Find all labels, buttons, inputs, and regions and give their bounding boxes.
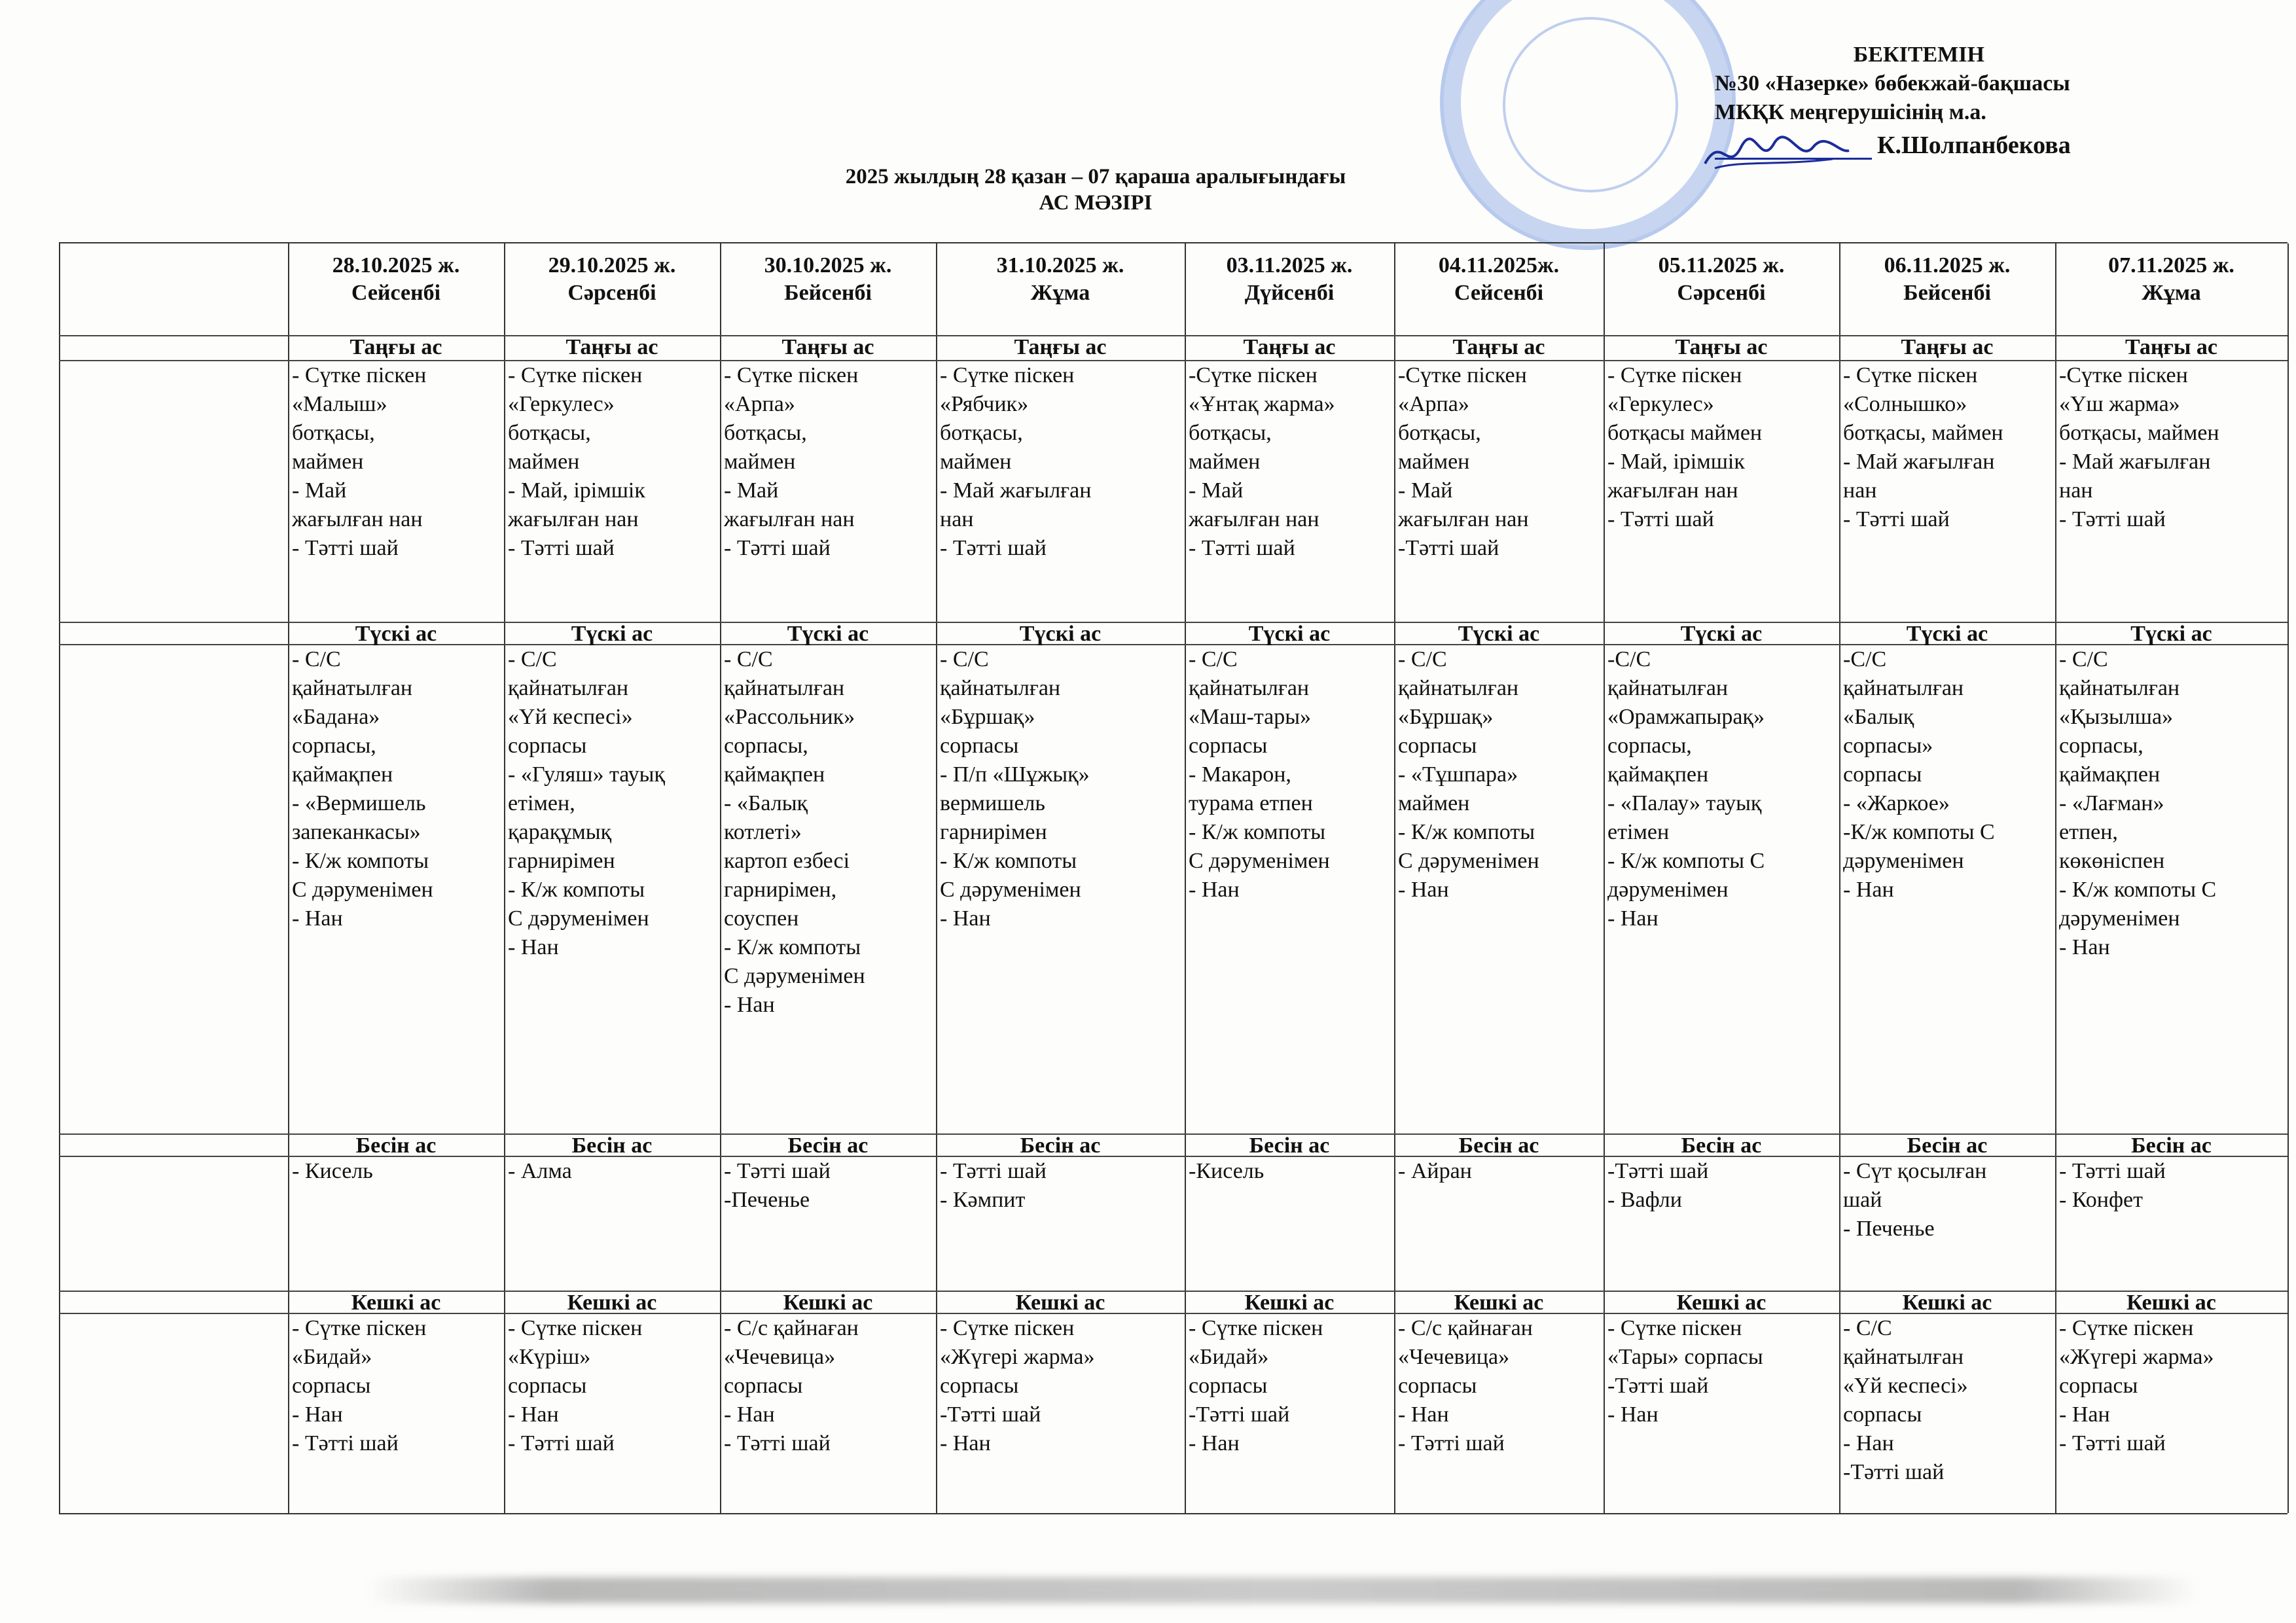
meal-label: Кешкі ас bbox=[1015, 1291, 1105, 1315]
meal-label: Бесін ас bbox=[355, 1133, 437, 1158]
menu-item: -С/С қайнатылған «Балық сорпасы» сорпасы - «Жаркое» -К/ж компоты С дәруменімен - Нан bbox=[1843, 647, 1995, 902]
approval-org: №30 «Назерке» бөбекжай-бақшасы bbox=[1715, 71, 2070, 96]
day-header-date: 29.10.2025 ж. bbox=[548, 253, 676, 277]
menu-item: - С/С қайнатылған «Бұршақ» сорпасы - «Тұшпара» маймен - К/ж компоты С дәруменімен - Нан bbox=[1398, 647, 1539, 902]
meal-label: Түскі ас bbox=[1458, 622, 1540, 646]
meal-label: Бесін ас bbox=[787, 1133, 869, 1158]
meal-label: Таңғы ас bbox=[350, 335, 442, 359]
meal-label: Түскі ас bbox=[1680, 622, 1763, 646]
menu-item: - Алма bbox=[508, 1159, 572, 1183]
approval-block bbox=[1715, 41, 2071, 160]
menu-item: - Сүтке піскен «Күріш» сорпасы - Нан - Тәтті шай bbox=[508, 1316, 643, 1455]
day-header-weekday: Сәрсенбі bbox=[567, 281, 656, 305]
menu-item: - Сүтке піскен «Бидай» сорпасы - Нан - Тәтті шай bbox=[292, 1316, 427, 1455]
meal-label: Бесін ас bbox=[1249, 1133, 1330, 1158]
menu-item: - С/С қайнатылған «Бұршақ» сорпасы - П/п «Шұжық» вермишель гарнирімен - К/ж компоты С дәруменімен - Нан bbox=[940, 647, 1090, 931]
menu-item: - Сүтке піскен «Солнышко» ботқасы, маймен - Май жағылған нан - Тәтті шай bbox=[1843, 363, 2003, 531]
day-header-date: 31.10.2025 ж. bbox=[996, 253, 1124, 277]
signature-line bbox=[1715, 131, 2071, 160]
menu-item: - Кисель bbox=[292, 1159, 373, 1183]
day-header-date: 06.11.2025 ж. bbox=[1884, 253, 2011, 277]
meal-label: Таңғы ас bbox=[1014, 335, 1107, 359]
day-header-weekday: Сейсенбі bbox=[351, 281, 441, 305]
menu-item: - С/С қайнатылған «Үй кеспесі» сорпасы - Нан -Тәтті шай bbox=[1843, 1316, 1968, 1484]
table-border bbox=[59, 243, 60, 1513]
day-header-date: 03.11.2025 ж. bbox=[1226, 253, 1353, 277]
meal-label: Түскі ас bbox=[787, 622, 869, 646]
menu-item: - Тәтті шай - Кәмпит bbox=[940, 1159, 1047, 1212]
day-header-weekday: Дүйсенбі bbox=[1244, 281, 1335, 305]
meal-label: Түскі ас bbox=[1906, 622, 1988, 646]
menu-item: - Сүтке піскен «Бидай» сорпасы -Тәтті шай - Нан bbox=[1189, 1316, 1323, 1455]
menu-item: -Тәтті шай - Вафли bbox=[1607, 1159, 1709, 1212]
day-header-date: 05.11.2025 ж. bbox=[1658, 253, 1785, 277]
day-header-date: 04.11.2025ж. bbox=[1438, 253, 1560, 277]
meal-label: Кешкі ас bbox=[1676, 1291, 1767, 1315]
meal-label: Таңғы ас bbox=[1901, 335, 1994, 359]
day-header-weekday: Бейсенбі bbox=[1903, 281, 1991, 305]
day-header-weekday: Бейсенбі bbox=[784, 281, 872, 305]
menu-table bbox=[59, 242, 2287, 1514]
menu-item: - Айран bbox=[1398, 1159, 1472, 1183]
scan-smudge bbox=[367, 1577, 2199, 1603]
meal-label: Түскі ас bbox=[571, 622, 653, 646]
table-border bbox=[2287, 243, 2289, 1513]
meal-label: Түскі ас bbox=[2130, 622, 2212, 646]
meal-label: Кешкі ас bbox=[351, 1291, 441, 1315]
meal-label: Таңғы ас bbox=[2125, 335, 2217, 359]
menu-item: - Сүтке піскен «Арпа» ботқасы, маймен - Май жағылған нан - Тәтті шай bbox=[724, 363, 859, 560]
day-header-weekday: Жұма bbox=[2142, 281, 2201, 305]
day-header-date: 07.11.2025 ж. bbox=[2108, 253, 2234, 277]
menu-item: - Сүт қосылған шай - Печенье bbox=[1843, 1159, 1987, 1241]
meal-label: Таңғы ас bbox=[1675, 335, 1768, 359]
meal-label: Кешкі ас bbox=[1902, 1291, 1992, 1315]
day-header-weekday: Жұма bbox=[1030, 281, 1090, 305]
menu-item: - С/с қайнаған «Чечевица» сорпасы - Нан - Тәтті шай bbox=[724, 1316, 859, 1455]
menu-item: - Сүтке піскен «Малыш» ботқасы, маймен - Май жағылған нан - Тәтті шай bbox=[292, 363, 427, 560]
meal-label: Түскі ас bbox=[1019, 622, 1102, 646]
meal-label: Кешкі ас bbox=[1244, 1291, 1335, 1315]
menu-item: - Тәтті шай -Печенье bbox=[724, 1159, 831, 1212]
meal-label: Бесін ас bbox=[2131, 1133, 2212, 1158]
day-header-date: 28.10.2025 ж. bbox=[332, 253, 460, 277]
title-period: 2025 жылдың 28 қазан – 07 қараша аралығындағы bbox=[845, 165, 1346, 188]
title-main: АС МӘЗІРІ bbox=[1039, 191, 1153, 215]
document-title bbox=[0, 164, 2296, 216]
day-header-date: 30.10.2025 ж. bbox=[764, 253, 892, 277]
menu-item: - Сүтке піскен «Геркулес» ботқасы, маймен - Май, ірімшік жағылған нан - Тәтті шай bbox=[508, 363, 645, 560]
menu-item: - Сүтке піскен «Геркулес» ботқасы маймен - Май, ірімшік жағылған нан - Тәтті шай bbox=[1607, 363, 1763, 531]
day-header-weekday: Сейсенбі bbox=[1454, 281, 1544, 305]
meal-label: Бесін ас bbox=[1458, 1133, 1539, 1158]
meal-label: Түскі ас bbox=[355, 622, 437, 646]
meal-label: Кешкі ас bbox=[2126, 1291, 2216, 1315]
menu-item: - Сүтке піскен «Жүгері жарма» сорпасы - Нан - Тәтті шай bbox=[2059, 1316, 2214, 1455]
menu-item: -Сүтке піскен «Арпа» ботқасы, маймен - Май жағылған нан -Тәтті шай bbox=[1398, 363, 1529, 560]
meal-label: Бесін ас bbox=[571, 1133, 653, 1158]
menu-item: -Кисель bbox=[1189, 1159, 1265, 1183]
menu-item: - С/С қайнатылған «Бадана» сорпасы, қаймақпен - «Вермишель запеканкасы» - К/ж компоты С дәруменімен - Нан bbox=[292, 647, 433, 931]
menu-item: -Сүтке піскен «Үш жарма» ботқасы, маймен - Май жағылған нан - Тәтті шай bbox=[2059, 363, 2219, 531]
meal-label: Бесін ас bbox=[1907, 1133, 1988, 1158]
meal-label: Бесін ас bbox=[1681, 1133, 1762, 1158]
meal-label: Таңғы ас bbox=[565, 335, 658, 359]
meal-label: Кешкі ас bbox=[567, 1291, 657, 1315]
meal-label: Түскі ас bbox=[1248, 622, 1331, 646]
menu-item: -С/С қайнатылған «Орамжапырақ» сорпасы, қаймақпен - «Палау» тауық етімен - К/ж компоты С дәруменімен - Нан bbox=[1607, 647, 1765, 931]
signature-underline bbox=[1715, 135, 1872, 160]
meal-label: Кешкі ас bbox=[1454, 1291, 1544, 1315]
menu-item: - С/С қайнатылған «Маш-тары» сорпасы - Макарон, турама етпен - К/ж компоты С дәруменімен - Нан bbox=[1189, 647, 1330, 902]
menu-item: - Тәтті шай - Конфет bbox=[2059, 1159, 2166, 1212]
day-header-weekday: Сәрсенбі bbox=[1677, 281, 1766, 305]
menu-item: - С/С қайнатылған «Үй кеспесі» сорпасы - «Гуляш» тауық етімен, қарақұмық гарнирімен - К/ж компоты С дәруменімен - Нан bbox=[508, 647, 665, 959]
menu-item: - С/с қайнаған «Чечевица» сорпасы - Нан - Тәтті шай bbox=[1398, 1316, 1533, 1455]
menu-item: - Сүтке піскен «Тары» сорпасы -Тәтті шай - Нан bbox=[1607, 1316, 1763, 1427]
approval-heading: БЕКІТЕМІН bbox=[1853, 43, 1984, 67]
meal-label: Кешкі ас bbox=[783, 1291, 873, 1315]
meal-label: Таңғы ас bbox=[781, 335, 874, 359]
menu-item: - С/С қайнатылған «Қызылша» сорпасы, қаймақпен - «Лағман» етпен, көкөніспен - К/ж компоты С дәруменімен - Нан bbox=[2059, 647, 2217, 959]
menu-item: - Сүтке піскен «Жүгері жарма» сорпасы -Тәтті шай - Нан bbox=[940, 1316, 1095, 1455]
menu-item: - Сүтке піскен «Рябчик» ботқасы, маймен - Май жағылған нан - Тәтті шай bbox=[940, 363, 1092, 560]
meal-label: Таңғы ас bbox=[1243, 335, 1336, 359]
signer-name: К.Шолпанбекова bbox=[1877, 132, 2071, 159]
menu-item: -Сүтке піскен «Ұнтақ жарма» ботқасы, маймен - Май жағылған нан - Тәтті шай bbox=[1189, 363, 1335, 560]
meal-label: Таңғы ас bbox=[1452, 335, 1545, 359]
meal-label: Бесін ас bbox=[1020, 1133, 1101, 1158]
approval-position: МКҚК меңгерушісінің м.а. bbox=[1715, 100, 1986, 124]
menu-item: - С/С қайнатылған «Рассольник» сорпасы, қаймақпен - «Балық котлеті» картоп езбесі гарнирімен, соуспен - К/ж компоты С дәруменімен - Нан bbox=[724, 647, 865, 1017]
